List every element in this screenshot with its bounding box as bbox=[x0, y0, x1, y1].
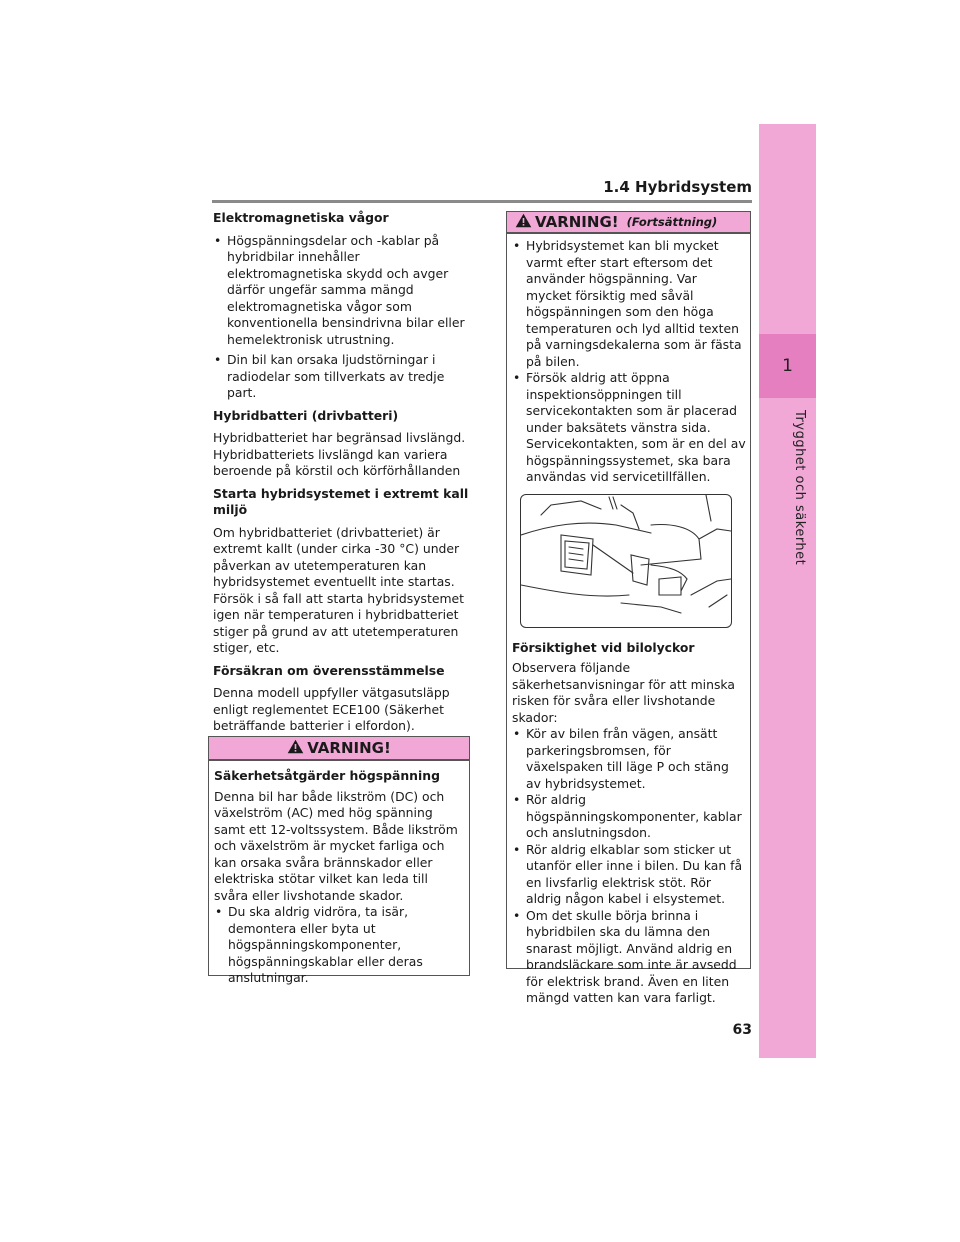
list-item: • Hybridsystemet kan bli mycket varmt efter start eftersom det använder högspänning. Var mycket försiktig med såväl högspänningen som den höga temperaturen och lyd alltid texten på varningsdekalerna som är fästa på bilen. bbox=[512, 238, 746, 370]
warning-text: Denna bil har både likström (DC) och växelström (AC) med hög spänning samt ett 12-voltssystem. Både likström och växelström är mycket farliga och kan orsaka svåra brännskador eller elektriska stötar vilket kan leda till svåra eller livshotande skador. bbox=[214, 788, 458, 903]
heading-conformity: Försäkran om överensstämmelse bbox=[213, 662, 445, 678]
paragraph-accidents: Observera följande säkerhetsanvisningar för att minska risken för svåra eller livshotande skador: bbox=[512, 660, 735, 725]
chapter-side-tab[interactable] bbox=[759, 124, 816, 1058]
list-item: • Om det skulle börja brinna i hybridbilen ska du lämna den snarast möjligt. Använd aldrig en brandsläckare som inte är avsedd för elektrisk brand. Även en liten mängd vatten kan vara farligt. bbox=[512, 908, 746, 1007]
list-item: • Försök aldrig att öppna inspektionsöppningen till servicekontakten som är placerad under baksätets vänstra sida. Servicekontakten, som är en del av högspänningssystemet, ska bara användas vid servicetillfällen. bbox=[512, 370, 746, 486]
list-item: • Högspänningsdelar och -kablar på hybridbilar innehåller elektromagnetiska skydd och avger därför ungefär samma mängd elektromagnetiska vågor som konventionella bensindrivna bilar eller hemelektronisk utrustning. bbox=[213, 233, 471, 349]
paragraph-hybrid-battery: Hybridbatteriet har begränsad livslängd. Hybridbatteriets livslängd kan variera beroende på körstil och körförhållanden bbox=[213, 430, 466, 478]
chapter-number: 1 bbox=[759, 334, 816, 398]
page-number: 63 bbox=[732, 1022, 752, 1038]
heading-cold-start: Starta hybridsystemet i extremt kall miljö bbox=[213, 485, 469, 517]
heading-electromagnetic: Elektromagnetiska vågor bbox=[213, 210, 389, 225]
warning-body bbox=[209, 761, 469, 987]
paragraph-cold-start: Om hybridbatteriet (drivbatteriet) är extremt kallt (under cirka -30 °C) under påverkan av utetemperaturen kan hybridsystemet eventuellt inte startas. Försök i så fall att starta hybridsystemet igen när temperaturen i hybridbatteriet stiger på grund av att utetemperaturen stiger, etc. bbox=[213, 524, 465, 655]
warning-header bbox=[209, 737, 469, 761]
paragraph-conformity: Denna modell uppfyller vätgasutsläpp enligt reglementet ECE100 (Säkerhet beträffande batterier i elfordon). bbox=[213, 685, 450, 733]
heading-accidents: Försiktighet vid bilolyckor bbox=[512, 639, 695, 655]
heading-hybrid-battery: Hybridbatteri (drivbatteri) bbox=[213, 407, 399, 423]
list-item: • Rör aldrig högspänningskomponenter, kablar och anslutningsdon. bbox=[512, 792, 746, 842]
warning-box-continued bbox=[506, 211, 751, 1005]
service-plug-illustration bbox=[520, 494, 732, 628]
electromagnetic-list bbox=[213, 233, 471, 402]
warning-box-high-voltage bbox=[208, 736, 470, 985]
warning-heading: VARNING! bbox=[535, 213, 619, 231]
header-divider bbox=[212, 200, 752, 203]
warning-list bbox=[214, 904, 464, 987]
warning-triangle-icon bbox=[515, 213, 532, 232]
chapter-label: Trygghet och säkerhet bbox=[792, 410, 807, 566]
warning-title: Säkerhetsåtgärder högspänning bbox=[214, 768, 440, 783]
left-column bbox=[213, 210, 471, 741]
section-title: 1.4 Hybridsystem bbox=[603, 178, 752, 196]
list-item: • Din bil kan orsaka ljudstörningar i radiodelar som tillverkats av tredje part. bbox=[213, 352, 471, 402]
list-item: • Du ska aldrig vidröra, ta isär, demontera eller byta ut högspänningskomponenter, högspänningskablar eller deras anslutningar. bbox=[214, 904, 464, 987]
warning-list bbox=[512, 238, 746, 486]
warning-triangle-icon bbox=[287, 739, 304, 758]
accident-list bbox=[512, 726, 746, 1007]
list-item: • Rör aldrig elkablar som sticker ut utanför eller inne i bilen. Du kan få en livsfarlig elektrisk stöt. Rör aldrig någon kabel i elsystemet. bbox=[512, 842, 746, 908]
list-item: • Kör av bilen från vägen, ansätt parkeringsbromsen, för växelspaken till läge P och stäng av hybridsystemet. bbox=[512, 726, 746, 792]
warning-heading: VARNING! bbox=[307, 739, 391, 757]
warning-header bbox=[507, 212, 750, 234]
continued-label: (Fortsättning) bbox=[626, 215, 718, 229]
warning-body bbox=[507, 234, 750, 1007]
